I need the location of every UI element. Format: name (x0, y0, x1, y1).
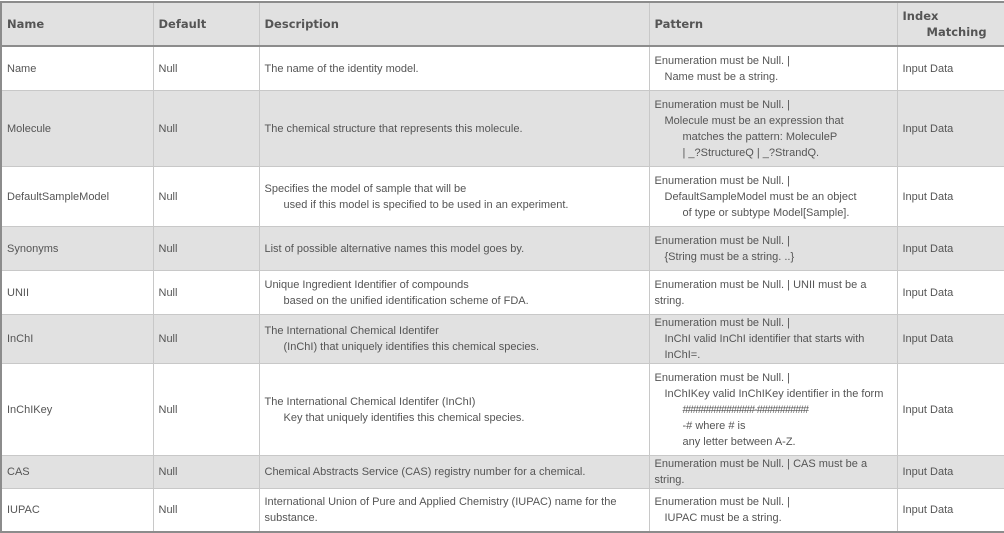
description-line: The chemical structure that represents this molecule. (264, 122, 523, 135)
cell-pattern (649, 167, 897, 227)
cell-name: InChI (1, 315, 153, 364)
cell-description (259, 227, 649, 271)
cell-index-matching: Input Data (897, 227, 1004, 271)
header-pattern: Pattern (649, 2, 897, 46)
header-row (1, 2, 1004, 46)
pattern-line: ##############-########## (682, 403, 808, 416)
cell-default: Null (153, 167, 259, 227)
cell-default: Null (153, 227, 259, 271)
cell-name: Molecule (1, 91, 153, 167)
cell-name: UNII (1, 271, 153, 315)
pattern-line: of type or subtype Model[Sample]. (682, 206, 850, 219)
cell-description (259, 315, 649, 364)
cell-pattern (649, 315, 897, 364)
table-row (1, 91, 1004, 167)
table-row (1, 46, 1004, 91)
pattern-line: Enumeration must be Null. | (654, 54, 791, 67)
cell-name: InChIKey (1, 364, 153, 456)
cell-index-matching: Input Data (897, 91, 1004, 167)
description-line: The name of the identity model. (264, 62, 419, 75)
table-row (1, 489, 1004, 533)
description-line: used if this model is specified to be used in an experiment. (283, 198, 569, 211)
header-description: Description (259, 2, 649, 46)
cell-description (259, 364, 649, 456)
pattern-line: Enumeration must be Null. | (654, 317, 791, 329)
header-index-line1: Index (902, 9, 939, 23)
cell-name: Synonyms (1, 227, 153, 271)
header-index-line2: Matching (926, 25, 987, 39)
cell-index-matching: Input Data (897, 167, 1004, 227)
description-line: The International Chemical Identifer (InChI) (264, 395, 476, 408)
description-line: List of possible alternative names this model goes by. (264, 242, 525, 255)
cell-index-matching: Input Data (897, 364, 1004, 456)
pattern-line: matches the pattern: MoleculeP (682, 130, 838, 143)
cell-default: Null (153, 364, 259, 456)
pattern-line: Molecule must be an expression that (664, 114, 844, 127)
cell-index-matching: Input Data (897, 456, 1004, 489)
table-row (1, 456, 1004, 489)
pattern-line: Enumeration must be Null. | (654, 234, 791, 247)
cell-index-matching: Input Data (897, 271, 1004, 315)
cell-default: Null (153, 271, 259, 315)
description-line: Key that uniquely identifies this chemical species. (283, 411, 525, 424)
cell-index-matching: Input Data (897, 46, 1004, 91)
cell-description (259, 271, 649, 315)
pattern-line: InChIKey valid InChIKey identifier in the form (664, 387, 884, 400)
pattern-line: {String must be a string. ..} (664, 250, 795, 263)
description-line: based on the unified identification scheme of FDA. (283, 294, 529, 307)
cell-index-matching: Input Data (897, 489, 1004, 533)
cell-index-matching: Input Data (897, 315, 1004, 364)
pattern-line: Enumeration must be Null. | CAS must be a string. (654, 458, 868, 486)
pattern-line: DefaultSampleModel must be an object (664, 190, 857, 203)
table-row (1, 364, 1004, 456)
cell-default: Null (153, 91, 259, 167)
options-table (0, 1, 1004, 533)
cell-default: Null (153, 46, 259, 91)
cell-default: Null (153, 489, 259, 533)
pattern-line: Enumeration must be Null. | (654, 371, 791, 384)
cell-pattern (649, 489, 897, 533)
cell-pattern (649, 91, 897, 167)
pattern-line: InChI valid InChI identifier that starts with InChI=. (664, 333, 865, 361)
header-name: Name (1, 2, 153, 46)
pattern-line: any letter between A-Z. (682, 435, 796, 448)
cell-description (259, 489, 649, 533)
pattern-line: IUPAC must be a string. (664, 512, 782, 524)
pattern-line: Enumeration must be Null. | (654, 174, 791, 187)
cell-default: Null (153, 315, 259, 364)
description-line: Specifies the model of sample that will be (264, 182, 467, 195)
cell-pattern (649, 227, 897, 271)
pattern-line: Name must be a string. (664, 70, 779, 83)
cell-name: CAS (1, 456, 153, 489)
description-line: International Union of Pure and Applied Chemistry (IUPAC) name for the substance. (264, 496, 617, 524)
description-line: Chemical Abstracts Service (CAS) registry number for a chemical. (264, 466, 586, 478)
cell-default: Null (153, 456, 259, 489)
description-line: Unique Ingredient Identifier of compounds (264, 278, 469, 291)
table-row (1, 227, 1004, 271)
pattern-line: Enumeration must be Null. | UNII must be a string. (654, 278, 867, 307)
cell-pattern (649, 46, 897, 91)
description-line: The International Chemical Identifer (264, 325, 439, 337)
cell-pattern (649, 364, 897, 456)
cell-name: IUPAC (1, 489, 153, 533)
cell-name: DefaultSampleModel (1, 167, 153, 227)
cell-description (259, 91, 649, 167)
cell-description (259, 46, 649, 91)
cell-pattern (649, 271, 897, 315)
table-row (1, 271, 1004, 315)
table-row (1, 167, 1004, 227)
cell-name: Name (1, 46, 153, 91)
pattern-line: Enumeration must be Null. | (654, 98, 791, 111)
header-default: Default (153, 2, 259, 46)
cell-description (259, 456, 649, 489)
pattern-line: | _?StructureQ | _?StrandQ. (682, 146, 820, 159)
cell-pattern (649, 456, 897, 489)
description-line: (InChI) that uniquely identifies this chemical species. (283, 341, 540, 353)
pattern-line: Enumeration must be Null. | (654, 496, 791, 508)
table-row (1, 315, 1004, 364)
pattern-line: -# where # is (682, 419, 746, 432)
header-index-matching (897, 2, 1004, 46)
cell-description (259, 167, 649, 227)
